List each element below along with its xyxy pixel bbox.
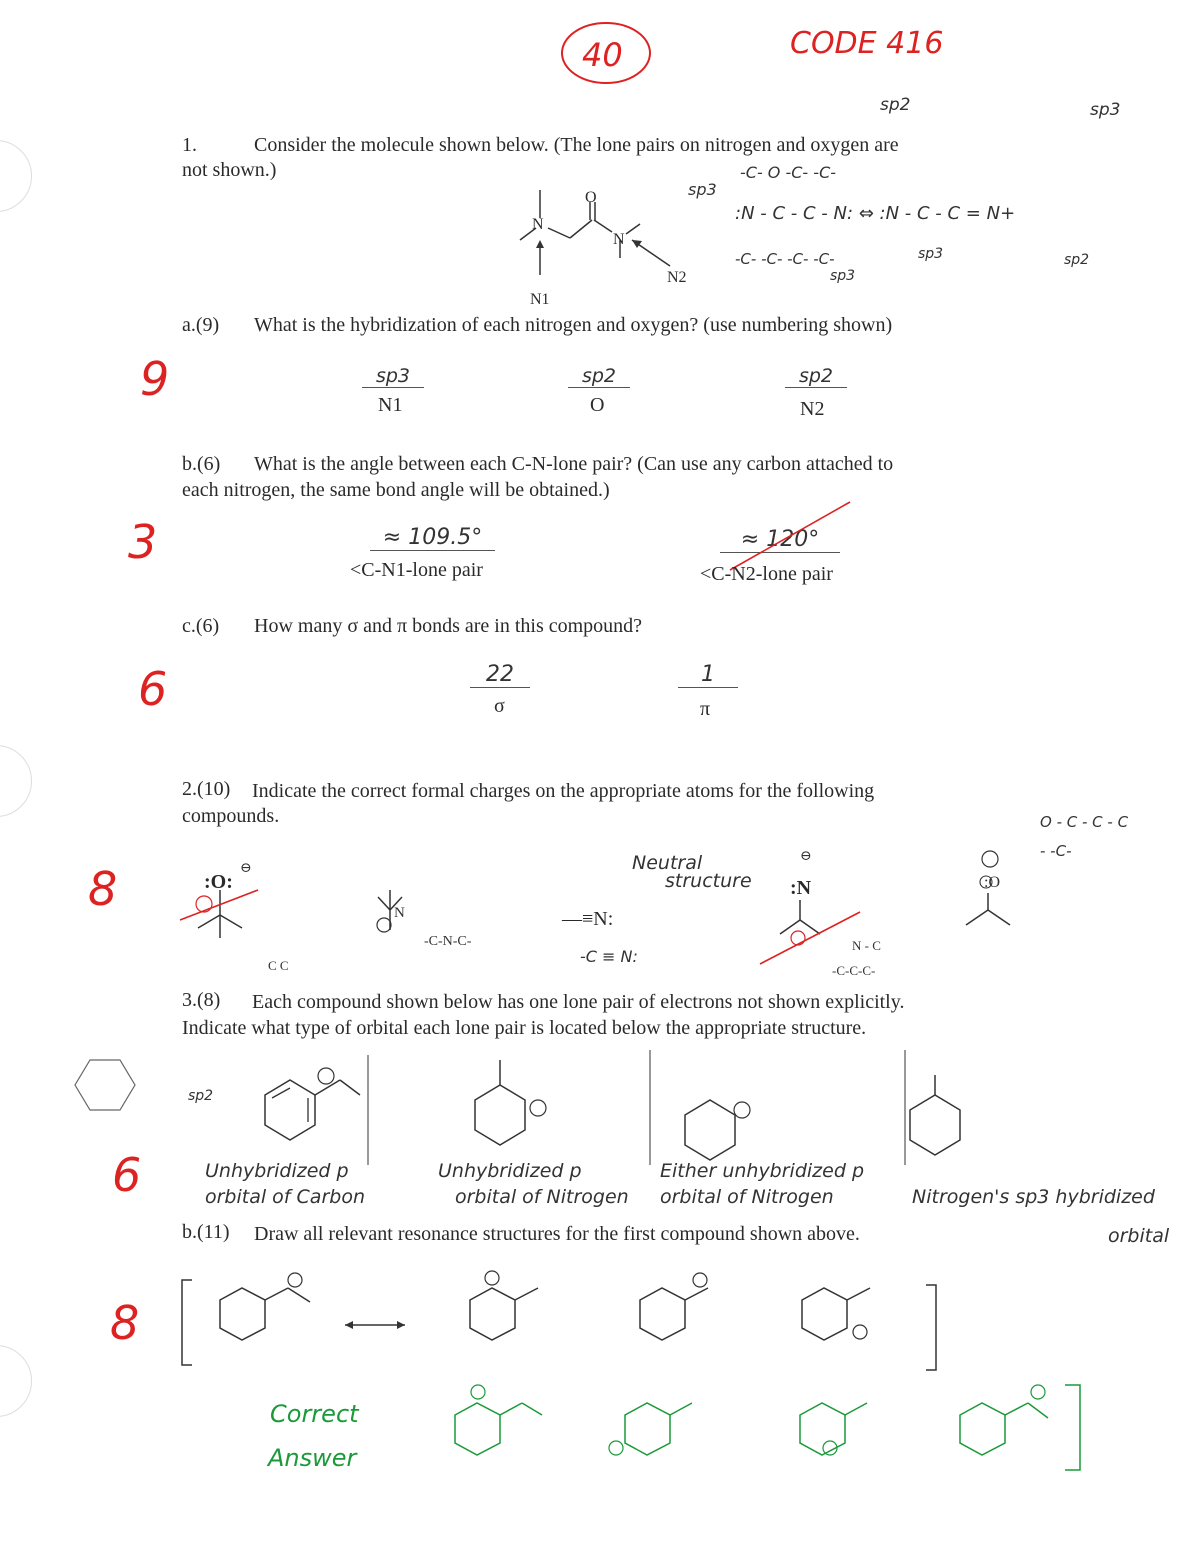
q1a-sub-n2: N2 bbox=[800, 398, 825, 420]
q3-prompt-line2: Indicate what type of orbital each lone pair is located below the appropriate structure. bbox=[182, 1017, 867, 1039]
q3-score: 6 bbox=[112, 1148, 142, 1202]
q3b-label: b.(11) bbox=[182, 1221, 230, 1243]
q3-label: 3.(8) bbox=[182, 989, 221, 1011]
svg-text:⊖: ⊖ bbox=[240, 861, 252, 876]
q3-margin-note: sp2 bbox=[188, 1088, 214, 1104]
svg-text:N - C: N - C bbox=[852, 938, 881, 953]
q2-side-note: O - C - C - C - -C- bbox=[1040, 813, 1129, 860]
binder-hole-bottom bbox=[0, 1345, 32, 1417]
q1c-score: 6 bbox=[138, 662, 168, 716]
binder-hole-middle bbox=[0, 745, 32, 817]
q3-answer-3-line2: orbital of Nitrogen bbox=[660, 1186, 834, 1208]
q2-structure-4 bbox=[760, 840, 940, 980]
svg-text:-C-N-C-: -C-N-C- bbox=[424, 934, 472, 949]
q1-number: 1. bbox=[182, 134, 197, 156]
q2-prompt-line1: Indicate the correct formal charges on the appropriate atoms for the following bbox=[252, 780, 875, 802]
svg-text:⊖: ⊖ bbox=[800, 849, 812, 864]
q2-score: 8 bbox=[88, 862, 118, 916]
q1b-answer-n1: ≈ 109.5° bbox=[370, 525, 495, 551]
q1-note-row2: :N - C - C - N: ⇔ :N - C - C = N+ bbox=[735, 203, 1016, 224]
q1-note-sp3-low: sp3 bbox=[830, 268, 856, 284]
q3b-score: 8 bbox=[110, 1296, 140, 1350]
q1b-sub-n1: <C-N1-lone pair bbox=[350, 559, 483, 581]
q3b-correct-line1: Correct bbox=[270, 1400, 359, 1428]
q3b-prompt: Draw all relevant resonance structures for the first compound shown above. bbox=[254, 1223, 860, 1245]
q2-structure-5 bbox=[960, 845, 1040, 935]
q1-atom-n1: N bbox=[532, 216, 544, 233]
q1b-prompt-line2: each nitrogen, the same bond angle will be obtained.) bbox=[182, 479, 610, 501]
q2-oxygen-atom: :O: bbox=[204, 871, 233, 893]
q1b-label: b.(6) bbox=[182, 453, 221, 475]
q1a-answer-n1: sp3 bbox=[362, 365, 424, 388]
q2-nitrile-note: -C ≡ N: bbox=[580, 947, 638, 966]
svg-text::O: :O bbox=[984, 874, 1000, 891]
q1a-sub-n1: N1 bbox=[378, 394, 403, 416]
q2-structure-2 bbox=[370, 885, 510, 975]
q2-nitrogen-atom: :N bbox=[790, 877, 812, 899]
q3-answer-2-line1: Unhybridized p bbox=[438, 1160, 582, 1182]
q1a-sub-o: O bbox=[590, 394, 605, 416]
q2-prompt-line2: compounds. bbox=[182, 805, 280, 827]
q1a-answer-o: sp2 bbox=[568, 365, 630, 388]
q1-note-row3: -C- -C- -C- -C- bbox=[735, 250, 835, 268]
q1-note-sp3-mid: sp3 bbox=[918, 246, 944, 262]
q1-note-sp2-right: sp2 bbox=[1064, 252, 1090, 268]
q2-nitrile: —≡N: bbox=[562, 908, 614, 930]
q2-label: 2.(10) bbox=[182, 778, 231, 800]
svg-text:N: N bbox=[394, 905, 405, 921]
q1c-prompt: How many σ and π bonds are in this compound? bbox=[254, 615, 643, 637]
q1-prompt-line1: Consider the molecule shown below. (The lone pairs on nitrogen and oxygen are bbox=[254, 134, 899, 156]
q1b-prompt-line1: What is the angle between each C-N-lone pair? (Can use any carbon attached to bbox=[254, 453, 894, 475]
q3-answer-4-line1: Nitrogen's sp3 hybridized bbox=[912, 1186, 1155, 1208]
q3-answer-4-line2: orbital bbox=[1108, 1225, 1170, 1247]
svg-text:-C-C-C-: -C-C-C- bbox=[832, 963, 876, 978]
q3-structures bbox=[50, 1040, 1180, 1170]
q3-answer-1-line2: orbital of Carbon bbox=[205, 1186, 365, 1208]
q1c-answer-pi: 1 bbox=[678, 662, 738, 688]
binder-hole-top bbox=[0, 140, 32, 212]
q1c-label: c.(6) bbox=[182, 615, 220, 637]
grade-score: 40 bbox=[582, 36, 623, 74]
q3-prompt-line1: Each compound shown below has one lone pair of electrons not shown explicitly. bbox=[252, 991, 905, 1013]
q2-structure-1 bbox=[180, 860, 360, 980]
q2-neutral-note-line2: structure bbox=[665, 870, 752, 892]
q1a-label: a.(9) bbox=[182, 314, 220, 336]
q1b-score: 3 bbox=[128, 515, 158, 569]
q1c-sub-pi: π bbox=[700, 698, 711, 720]
q3-answer-2-line2: orbital of Nitrogen bbox=[455, 1186, 629, 1208]
q3-answer-3-line1: Either unhybridized p bbox=[660, 1160, 864, 1182]
q1a-score: 9 bbox=[140, 352, 170, 406]
q1-label-n2: N2 bbox=[667, 269, 687, 286]
q2-neutral-note-line1: Neutral bbox=[632, 852, 703, 874]
q3b-correct-line2: Answer bbox=[268, 1444, 357, 1472]
q1-note-sp3-top: sp3 bbox=[1090, 100, 1121, 120]
q3-answer-1-line1: Unhybridized p bbox=[205, 1160, 349, 1182]
q1-prompt-line2: not shown.) bbox=[182, 159, 277, 181]
q1b-answer-n2: ≈ 120° bbox=[720, 527, 840, 553]
q1-atom-o: O bbox=[585, 189, 597, 206]
q1a-answer-n2: sp2 bbox=[785, 365, 847, 388]
q1-note-row1: -C- O -C- -C- bbox=[740, 163, 837, 182]
svg-text:C C: C C bbox=[268, 958, 289, 973]
q1-note-sp2-top: sp2 bbox=[880, 95, 911, 115]
q1-atom-n2: N bbox=[613, 231, 625, 248]
q1c-answer-sigma: 22 bbox=[470, 662, 530, 688]
q1-label-n1: N1 bbox=[530, 291, 550, 308]
q1b-sub-n2: <C-N2-lone pair bbox=[700, 563, 833, 585]
q1-note-sp3-left: sp3 bbox=[688, 180, 717, 199]
q1c-sub-sigma: σ bbox=[494, 695, 505, 717]
exam-code: CODE 416 bbox=[790, 26, 944, 61]
q1a-prompt: What is the hybridization of each nitrogen and oxygen? (use numbering shown) bbox=[254, 314, 893, 336]
